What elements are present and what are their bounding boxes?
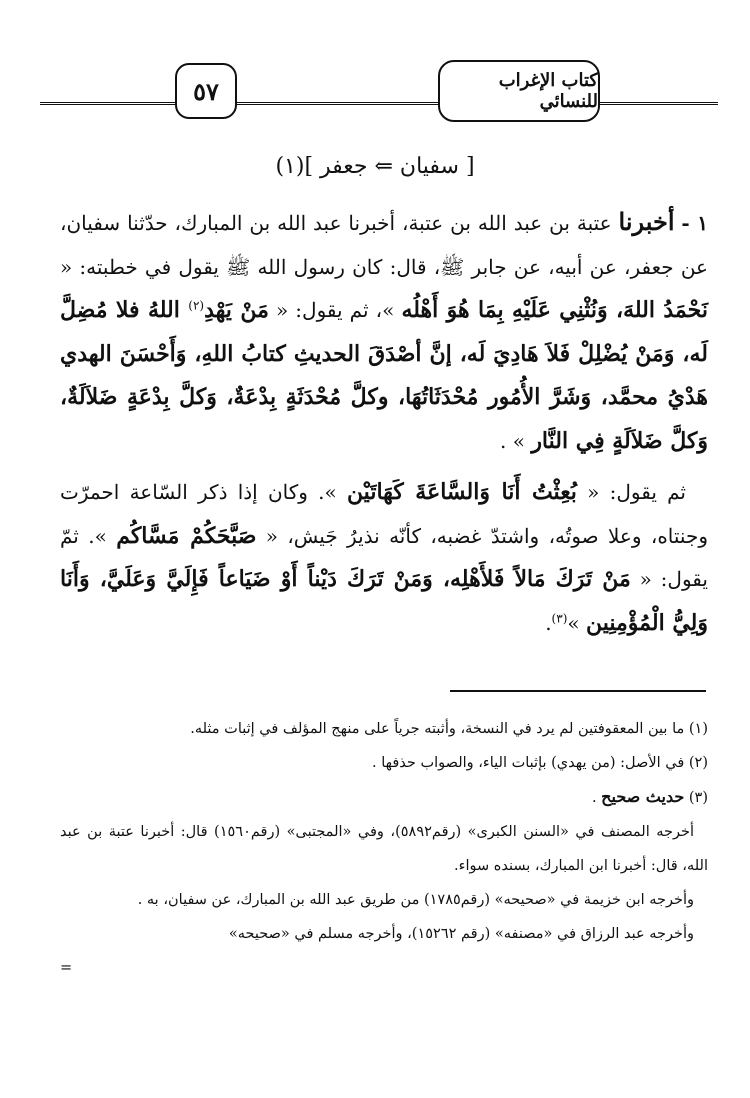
- hadith-paragraph-1: [60, 200, 708, 463]
- footnote-separator: [450, 690, 706, 692]
- text-segment: » .: [500, 428, 532, 453]
- footnote-3-paragraph-3: وأخرجه عبد الرزاق في «مصنفه» (رقم ١٥٢٦٢)، وأخرجه مسلم في «صحيحه»: [228, 926, 694, 942]
- text-segment: عتبة بن عبد الله بن عتبة، أخبرنا عبد الله بن المبارك، حدّثنا سفيان، عن جعفر، عن أبيه، عن جابر ﷺ، قال: كان رسول الله ﷺ يقول في خطبته: «: [60, 211, 708, 279]
- hadith-paragraph-2: [60, 471, 708, 645]
- book-title: كتاب الإغراب للنسائي: [438, 60, 600, 122]
- section-title: [ سفيان ⇐ جعفر ](١): [275, 154, 475, 179]
- text-segment: »: [567, 610, 586, 635]
- opening-word: أخبرنا: [618, 207, 675, 236]
- footnote-2: (٢) في الأصل: (من يهدي) بإثبات الياء، والصواب حذفها .: [372, 755, 708, 771]
- text-segment: ». وكان إذا ذكر السّاعة احمرّت وجنتاه، وعلا صوتُه، واشتدّ غضبه، كأنّه نذيرُ جَيش، «: [60, 480, 708, 548]
- page-number: ٥٧: [175, 63, 237, 119]
- footnote-1: (١) ما بين المعقوفتين لم يرد في النسخة، وأثبته جرياً على منهج المؤلف في إثبات مثله.: [190, 721, 708, 737]
- footnote-3-label: (٣): [684, 790, 708, 806]
- quote-segment: مَنْ يَهْدِ: [204, 297, 269, 323]
- text-segment: ثم يقول: «: [576, 480, 686, 504]
- footnote-3-paragraph-1: أخرجه المصنف في «السنن الكبرى» (رقم٥٨٩٢)، وفي «المجتبى» (رقم١٥٦٠) قال: أخبرنا عتبة بن عبد الله، قال: أخبرنا ابن المبارك، بسنده سواء.: [60, 824, 708, 874]
- continuation-mark: =: [60, 960, 73, 976]
- text-segment: »، ثم يقول: «: [268, 298, 402, 322]
- footnotes: [60, 712, 708, 985]
- footnote-ref: (٣): [551, 610, 568, 625]
- header-rule: [40, 102, 718, 105]
- footnote-ref: (٢): [188, 298, 205, 313]
- text-segment: ». ثمّ يقول: «: [60, 523, 708, 591]
- hadith-number: ١ -: [681, 211, 709, 235]
- footnote-3-paragraph-2: وأخرجه ابن خزيمة في «صحيحه» (رقم١٧٨٥) من طريق عبد الله بن المبارك، عن سفيان، به .: [137, 892, 694, 908]
- footnote-3: [60, 780, 708, 815]
- footnote-3-dot: .: [591, 790, 602, 806]
- quote-segment: صَبَّحَكُمْ مَسَّاكُم: [116, 522, 257, 549]
- text-segment: .: [545, 610, 552, 635]
- hadith-text: [60, 200, 708, 645]
- quote-segment: بُعِثْتُ أَنَا وَالسَّاعَةَ كَهَاتَيْن: [346, 479, 577, 505]
- quote-segment: نَحْمَدُ اللهَ، وَنُثْنِي عَلَيْهِ بِمَا هُوَ أَهْلُه: [401, 297, 708, 323]
- footnote-3-grade: حديث صحيح: [601, 787, 685, 806]
- quote-segment: اللهُ فلا مُضِلَّ لَه، وَمَنْ يُضْلِلْ فَلاَ هَادِيَ لَه، إنَّ أصْدَقَ الحديثِ كتابُ اللهِ، وَأَحْسَنَ الهدي هَدْيُ محمَّد، وَشَرَّ الأُمُور مُحْدَثَاتُهَا، وكلَّ مُحْدَثَةٍ بِدْعَةٌ، وَكلَّ بِدْعَةٍ ضَلاَلَةٌ، وَكلَّ ضَلاَلَةٍ فِي النَّار: [60, 297, 708, 454]
- quote-segment: مَنْ تَرَكَ مَالاً فَلأَهْلِه، وَمَنْ تَرَكَ دَيْناً أَوْ ضَيَاعاً فَإِلَيَّ وَعَلَيَّ، وَأَنَا وَلِيُّ الْمُؤْمِنِين: [60, 566, 708, 636]
